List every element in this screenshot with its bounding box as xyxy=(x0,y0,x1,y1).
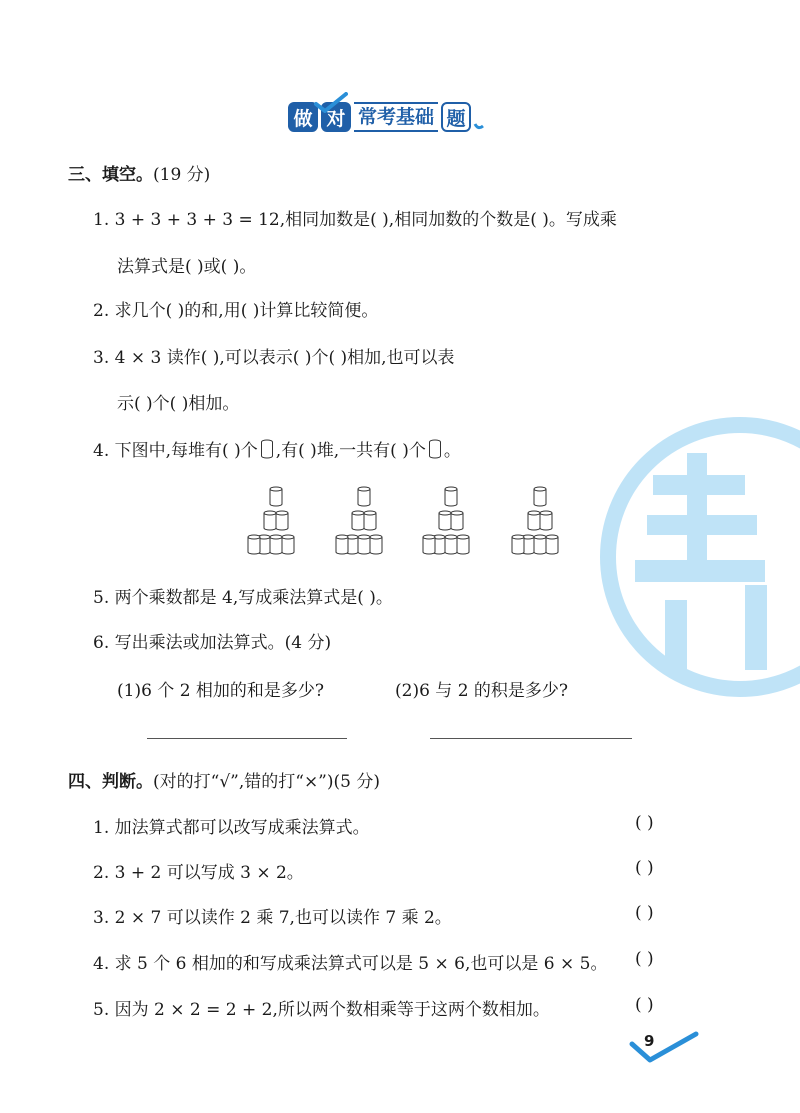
question-2: 2. 求几个( )的和,用( )计算比较简便。 xyxy=(93,301,379,321)
section-instruction: (对的打“√”,错的打“×”)(5 分) xyxy=(153,772,380,792)
page-number: 9 xyxy=(644,1032,655,1050)
judge-item-2: 2. 3 + 2 可以写成 3 × 2。 xyxy=(93,863,304,883)
can-icon xyxy=(260,439,274,459)
section-title-text: 四、判断。 xyxy=(68,772,153,792)
banner-middle-text: 常考基础 xyxy=(354,102,438,132)
judge-item-3: 3. 2 × 7 可以读作 2 乘 7,也可以读作 7 乘 2。 xyxy=(93,908,452,928)
page-checkmark-icon xyxy=(628,1030,700,1066)
answer-line-2[interactable] xyxy=(430,738,632,739)
question-3-line-1: 3. 4 × 3 读作( ),可以表示( )个( )相加,也可以表 xyxy=(93,348,455,368)
judge-item-1: 1. 加法算式都可以改写成乘法算式。 xyxy=(93,818,370,838)
watermark-seal xyxy=(595,415,800,700)
banner-char-dui: 对 xyxy=(321,102,351,132)
answer-line-1[interactable] xyxy=(147,738,347,739)
judge-answer-5[interactable]: ( ) xyxy=(635,995,654,1015)
question-1-line-2: 法算式是( )或( )。 xyxy=(117,257,257,277)
can-stack-1 xyxy=(248,487,294,554)
can-icon xyxy=(428,439,442,459)
banner-char-zuo: 做 xyxy=(288,102,318,132)
section-title-judge xyxy=(68,767,380,792)
question-4-part-b: ,有( )堆,一共有( )个 xyxy=(275,441,426,461)
banner-char-ti: 题 xyxy=(441,102,471,132)
question-5: 5. 两个乘数都是 4,写成乘法算式是( )。 xyxy=(93,588,393,608)
judge-answer-1[interactable]: ( ) xyxy=(635,813,654,833)
section-banner xyxy=(288,100,486,134)
section-title-text: 三、填空。 xyxy=(68,165,153,185)
can-stack-3 xyxy=(423,487,469,554)
checkmark-icon xyxy=(314,92,348,114)
hook-icon xyxy=(472,102,486,132)
judge-answer-4[interactable]: ( ) xyxy=(635,949,654,969)
question-6: 6. 写出乘法或加法算式。(4 分) xyxy=(93,633,332,653)
question-6-part-2: (2)6 与 2 的积是多少? xyxy=(395,681,569,701)
section-points: (19 分) xyxy=(153,165,211,185)
judge-answer-3[interactable]: ( ) xyxy=(635,903,654,923)
question-4-part-a: 4. 下图中,每堆有( )个 xyxy=(93,441,258,461)
can-stack-4 xyxy=(512,487,558,554)
section-title-fill-blank xyxy=(68,160,210,185)
can-stack-2 xyxy=(336,487,382,554)
question-1-line-1: 1. 3 + 3 + 3 + 3 = 12,相同加数是( ),相同加数的个数是( )。写成乘 xyxy=(93,210,617,230)
judge-item-5: 5. 因为 2 × 2 = 2 + 2,所以两个数相乘等于这两个数相加。 xyxy=(93,1000,550,1020)
question-4: 4. 下图中,每堆有( )个 ,有( )堆,一共有( )个 。 xyxy=(93,436,461,461)
question-6-part-1: (1)6 个 2 相加的和是多少? xyxy=(117,681,325,701)
can-stacks-figure xyxy=(240,484,570,559)
judge-item-4: 4. 求 5 个 6 相加的和写成乘法算式可以是 5 × 6,也可以是 6 × 5。 xyxy=(93,954,608,974)
question-3-line-2: 示( )个( )相加。 xyxy=(117,394,240,414)
judge-answer-2[interactable]: ( ) xyxy=(635,858,654,878)
